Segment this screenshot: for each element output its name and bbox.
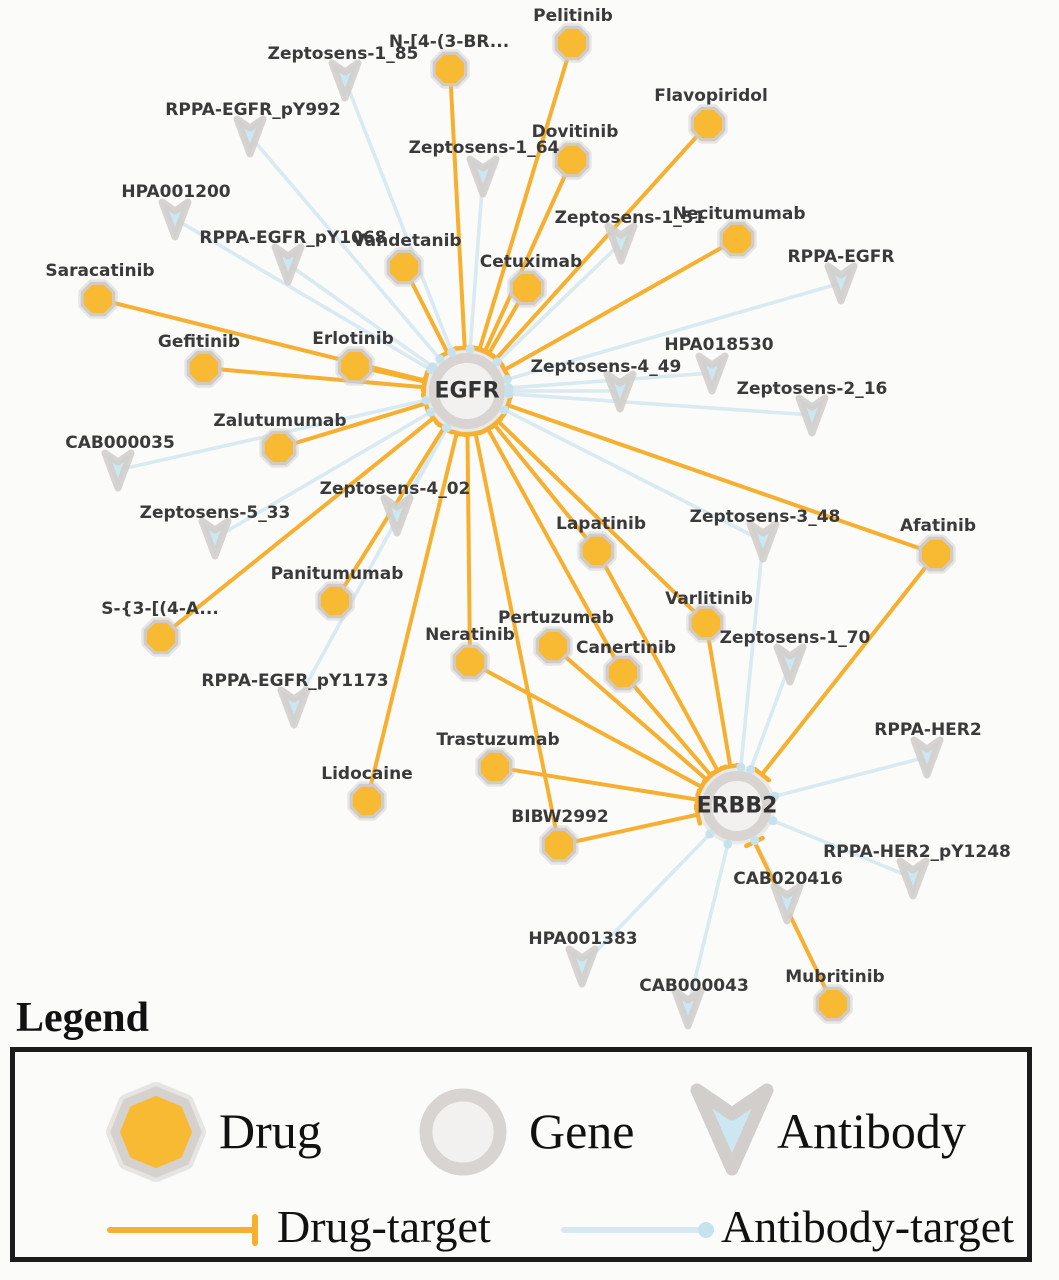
label-cab000043: CAB000043 bbox=[639, 976, 749, 996]
label-lapatinib: Lapatinib bbox=[556, 514, 646, 534]
label-egfr: EGFR bbox=[434, 378, 500, 404]
label-afatinib: Afatinib bbox=[899, 516, 977, 536]
drug-node-n-4-3-br[interactable] bbox=[434, 53, 465, 84]
label-zeptosens-2-16: Zeptosens-2_16 bbox=[736, 379, 888, 399]
drug-node-pertuzumab[interactable] bbox=[537, 630, 568, 661]
antibody-legend-label: Antibody bbox=[777, 1103, 966, 1159]
label-saracatinib: Saracatinib bbox=[45, 261, 155, 281]
drug-node-zalutumumab[interactable] bbox=[263, 432, 294, 463]
drug-node-s-3-4-a[interactable] bbox=[145, 621, 176, 652]
label-trastuzumab: Trastuzumab bbox=[436, 730, 560, 750]
antibody-node-hpa001383[interactable] bbox=[569, 949, 595, 984]
drug-target-edge-canertinib bbox=[623, 673, 711, 776]
antibody-node-cab000035[interactable] bbox=[105, 453, 131, 488]
antibody-node-rppa-her2-py1248[interactable] bbox=[900, 861, 926, 896]
label-zeptosens-1-70: Zeptosens-1_70 bbox=[719, 628, 871, 648]
label-lidocaine: Lidocaine bbox=[321, 764, 413, 784]
antibody-edge-dot bbox=[503, 375, 512, 384]
label-flavopiridol: Flavopiridol bbox=[654, 86, 768, 106]
antibody-edge-dot bbox=[504, 389, 513, 398]
antibody-node-zeptosens-1-64[interactable] bbox=[470, 159, 496, 194]
antibody-node-hpa018530[interactable] bbox=[699, 356, 725, 391]
label-rppa-egfr-py992: RPPA-EGFR_pY992 bbox=[165, 100, 341, 120]
label-zeptosens-1-51: Zeptosens-1_51 bbox=[554, 208, 706, 228]
antibody-node-zeptosens-5-33[interactable] bbox=[202, 521, 228, 556]
antibody-target-legend-line bbox=[558, 1212, 728, 1248]
antibody-node-rppa-her2[interactable] bbox=[914, 740, 940, 775]
drug-node-erlotinib[interactable] bbox=[339, 350, 370, 381]
label-zeptosens-1-64: Zeptosens-1_64 bbox=[408, 138, 560, 158]
antibody-node-zeptosens-1-85[interactable] bbox=[332, 63, 358, 98]
label-zeptosens-4-49: Zeptosens-4_49 bbox=[530, 357, 682, 377]
label-rppa-egfr: RPPA-EGFR bbox=[787, 247, 895, 267]
drug-node-necitumumab[interactable] bbox=[721, 223, 752, 254]
label-neratinib: Neratinib bbox=[425, 625, 515, 645]
gene-legend-icon bbox=[413, 1082, 513, 1182]
drug-node-flavopiridol[interactable] bbox=[692, 108, 723, 139]
label-zeptosens-5-33: Zeptosens-5_33 bbox=[139, 503, 291, 523]
drug-node-dovitinib[interactable] bbox=[556, 144, 587, 175]
drug-legend-label: Drug bbox=[219, 1103, 322, 1159]
gene-legend-label: Gene bbox=[529, 1103, 635, 1159]
label-cetuximab: Cetuximab bbox=[479, 252, 583, 272]
drug-target-legend-label: Drug-target bbox=[277, 1201, 491, 1252]
antibody-edge-dot bbox=[447, 347, 456, 356]
label-dovitinib: Dovitinib bbox=[531, 122, 619, 142]
label-gefitinib: Gefitinib bbox=[157, 332, 241, 352]
antibody-edge-dot bbox=[746, 765, 755, 774]
label-varlitinib: Varlitinib bbox=[665, 589, 753, 609]
drug-node-mubritinib[interactable] bbox=[817, 988, 848, 1019]
drug-node-lidocaine[interactable] bbox=[351, 785, 382, 816]
drug-node-neratinib[interactable] bbox=[454, 646, 485, 677]
label-zeptosens-1-85: Zeptosens-1_85 bbox=[267, 44, 419, 64]
label-pertuzumab: Pertuzumab bbox=[498, 608, 614, 628]
drug-node-panitumumab[interactable] bbox=[319, 585, 350, 616]
antibody-edge-dot bbox=[705, 830, 714, 839]
label-mubritinib: Mubritinib bbox=[785, 967, 885, 987]
label-erbb2: ERBB2 bbox=[696, 793, 778, 819]
antibody-target-edge-zeptosens-1-70 bbox=[751, 664, 790, 769]
label-necitumumab: Necitumumab bbox=[672, 204, 806, 224]
legend-title: Legend bbox=[16, 995, 150, 1041]
drug-target-edge-flavopiridol bbox=[496, 124, 708, 359]
drug-node-lapatinib[interactable] bbox=[581, 535, 612, 566]
antibody-target-edge-zeptosens-3-48 bbox=[741, 541, 763, 767]
antibody-node-zeptosens-3-48[interactable] bbox=[750, 524, 776, 559]
antibody-node-zeptosens-4-02[interactable] bbox=[384, 498, 410, 533]
antibody-edge-dot bbox=[723, 839, 732, 848]
label-hpa018530: HPA018530 bbox=[664, 335, 774, 355]
antibody-edge-dot bbox=[750, 836, 759, 845]
antibody-edge-dot bbox=[435, 355, 444, 364]
drug-node-gefitinib[interactable] bbox=[188, 352, 219, 383]
drug-legend-icon bbox=[100, 1076, 212, 1188]
antibody-node-zeptosens-2-16[interactable] bbox=[799, 398, 825, 433]
antibody-target-edge-rppa-her2 bbox=[775, 757, 927, 796]
antibody-node-rppa-egfr-py1068[interactable] bbox=[275, 247, 301, 282]
antibody-legend-icon bbox=[687, 1074, 777, 1184]
drug-node-vandetanib[interactable] bbox=[388, 251, 419, 282]
antibody-edge-dot bbox=[428, 362, 437, 371]
drug-node-saracatinib[interactable] bbox=[82, 283, 113, 314]
label-cab020416: CAB020416 bbox=[733, 869, 843, 889]
drug-node-canertinib[interactable] bbox=[607, 657, 638, 688]
drug-node-bibw2992[interactable] bbox=[543, 829, 574, 860]
label-zalutumumab: Zalutumumab bbox=[213, 411, 347, 431]
label-rppa-her2: RPPA-HER2 bbox=[874, 720, 982, 740]
label-s-3-4-a: S-{3-[(4-A... bbox=[101, 599, 219, 619]
label-n-4-3-br: N-[4-(3-BR... bbox=[388, 32, 510, 52]
label-panitumumab: Panitumumab bbox=[270, 564, 404, 584]
antibody-node-zeptosens-1-51[interactable] bbox=[608, 226, 634, 261]
drug-target-edge-n-4-3-br bbox=[450, 69, 465, 348]
label-cab000035: CAB000035 bbox=[65, 433, 175, 453]
label-zeptosens-3-48: Zeptosens-3_48 bbox=[689, 507, 841, 527]
antibody-edge-dot bbox=[426, 408, 435, 417]
antibody-edge-dot bbox=[422, 396, 431, 405]
label-canertinib: Canertinib bbox=[575, 638, 677, 658]
drug-node-pelitinib[interactable] bbox=[556, 27, 587, 58]
antibody-edge-dot bbox=[500, 405, 509, 414]
antibody-edge-dot bbox=[493, 357, 502, 366]
antibody-node-zeptosens-1-70[interactable] bbox=[777, 647, 803, 682]
label-rppa-egfr-py1173: RPPA-EGFR_pY1173 bbox=[201, 671, 389, 691]
label-zeptosens-4-02: Zeptosens-4_02 bbox=[319, 479, 471, 499]
label-pelitinib: Pelitinib bbox=[533, 6, 613, 26]
label-vandetanib: Vandetanib bbox=[352, 231, 462, 251]
antibody-node-cab000043[interactable] bbox=[675, 991, 701, 1026]
antibody-edge-dot bbox=[442, 423, 451, 432]
legend-box bbox=[10, 1047, 1032, 1262]
label-bibw2992: BIBW2992 bbox=[511, 807, 609, 827]
antibody-target-legend-label: Antibody-target bbox=[721, 1201, 1014, 1252]
drug-target-legend-line bbox=[105, 1212, 277, 1248]
antibody-edge-dot bbox=[466, 345, 475, 354]
drug-node-afatinib[interactable] bbox=[920, 538, 951, 569]
antibody-node-hpa001200[interactable] bbox=[162, 202, 188, 237]
label-hpa001200: HPA001200 bbox=[121, 182, 231, 202]
drug-node-cetuximab[interactable] bbox=[511, 272, 542, 303]
label-erlotinib: Erlotinib bbox=[312, 329, 394, 349]
antibody-node-cab020416[interactable] bbox=[774, 886, 800, 921]
antibody-node-rppa-egfr[interactable] bbox=[828, 266, 854, 301]
label-rppa-egfr-py1068: RPPA-EGFR_pY1068 bbox=[199, 228, 387, 248]
antibody-edge-dot bbox=[736, 763, 745, 772]
drug-node-varlitinib[interactable] bbox=[690, 607, 721, 638]
label-hpa001383: HPA001383 bbox=[528, 929, 638, 949]
antibody-node-rppa-egfr-py1173[interactable] bbox=[281, 690, 307, 725]
drug-node-trastuzumab[interactable] bbox=[479, 751, 510, 782]
label-rppa-her2-py1248: RPPA-HER2_pY1248 bbox=[823, 842, 1011, 862]
drug-target-edge-trastuzumab bbox=[495, 767, 698, 800]
